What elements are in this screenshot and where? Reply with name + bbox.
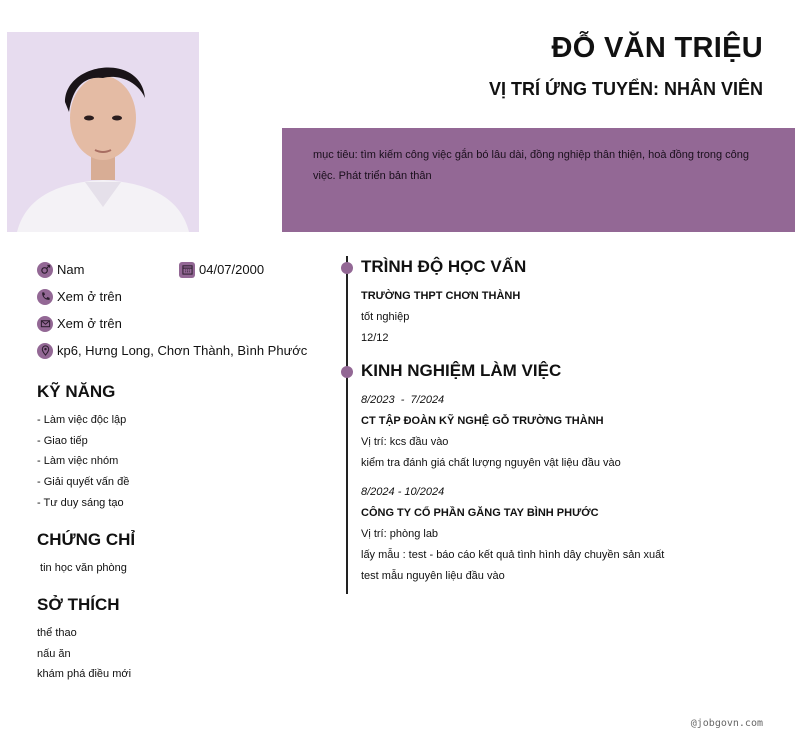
contact-info: [37, 256, 327, 364]
job-entry: [361, 482, 781, 587]
education-section: [361, 257, 781, 349]
objective-box: [282, 128, 795, 232]
experience-section: [361, 361, 781, 595]
location-icon: [37, 343, 53, 359]
certificates-section: [37, 530, 135, 579]
certificate-item: tin học văn phòng: [37, 562, 127, 574]
job-period: 8/2023 - 7/2024: [361, 394, 445, 406]
education-grade: 12/12: [361, 332, 389, 344]
profile-photo: [7, 32, 199, 232]
skill-item: - Làm việc độc lập: [37, 414, 127, 426]
education-title: TRÌNH ĐỘ HỌC VẤN: [361, 257, 527, 276]
gender-value: Nam: [57, 262, 85, 277]
job-role: Vị trí: kcs đầu vào: [361, 436, 449, 448]
skill-item: - Giao tiếp: [37, 434, 88, 447]
experience-title: KINH NGHIỆM LÀM VIỆC: [361, 361, 562, 380]
job-description: kiểm tra đánh giá chất lượng nguyên vật liệu đầu vào: [361, 457, 621, 469]
calendar-icon: [179, 262, 195, 278]
job-role: Vị trí: phòng lab: [361, 528, 439, 540]
hobby-item: thể thao: [37, 627, 77, 639]
job-period: 8/2024 - 10/2024: [361, 486, 445, 498]
gender-item: [37, 262, 179, 278]
skills-title: KỸ NĂNG: [37, 382, 116, 401]
job-description: test mẫu nguyên liệu đầu vào: [361, 570, 505, 582]
objective-text: mục tiêu: tìm kiếm công việc gắn bó lâu dài, đồng nghiệp thân thiện, hoà đồng trong công việc. Phát triển bản thân: [313, 149, 750, 182]
timeline-line: [346, 256, 348, 594]
dob-item: [179, 262, 264, 278]
skill-item: - Giải quyết vấn đề: [37, 476, 130, 489]
skills-section: [37, 382, 129, 514]
address-value: kp6, Hưng Long, Chơn Thành, Bình Phước: [57, 343, 308, 358]
phone-value: Xem ở trên: [57, 289, 122, 304]
job-company: CÔNG TY CỔ PHẦN GĂNG TAY BÌNH PHƯỚC: [361, 507, 599, 519]
phone-icon: [37, 289, 53, 305]
applied-position: VỊ TRÍ ỨNG TUYỂN: NHÂN VIÊN: [489, 79, 763, 99]
skill-item: - Làm việc nhóm: [37, 455, 119, 468]
watermark: @jobgovn.com: [690, 718, 763, 729]
contact-row-phone: [37, 283, 327, 310]
job-description: lấy mẫu : test - báo cáo kết quả tình hình dây chuyền sản xuất: [361, 549, 665, 561]
contact-row-gender-dob: [37, 256, 327, 283]
school-name: TRƯỜNG THPT CHƠN THÀNH: [361, 290, 521, 302]
timeline-dot-experience: [341, 366, 353, 378]
email-icon: [37, 316, 53, 332]
dob-value: 04/07/2000: [199, 262, 265, 277]
certificates-title: CHỨNG CHỈ: [37, 530, 136, 549]
hobby-item: nấu ăn: [37, 647, 71, 660]
hobbies-section: [37, 595, 131, 685]
skill-item: - Tư duy sáng tạo: [37, 496, 124, 509]
timeline-dot-education: [341, 262, 353, 274]
job-company: CT TẬP ĐOÀN KỸ NGHỆ GỖ TRƯỜNG THÀNH: [361, 415, 604, 427]
hobby-item: khám phá điều mới: [37, 668, 132, 681]
contact-row-email: [37, 310, 327, 337]
job-entry: [361, 390, 781, 474]
hobbies-title: SỞ THÍCH: [37, 595, 120, 614]
contact-row-address: [37, 337, 327, 364]
education-status: tốt nghiệp: [361, 311, 410, 323]
gender-icon: [37, 262, 53, 278]
email-value: Xem ở trên: [57, 316, 122, 331]
candidate-name: ĐỖ VĂN TRIỆU: [551, 32, 763, 64]
